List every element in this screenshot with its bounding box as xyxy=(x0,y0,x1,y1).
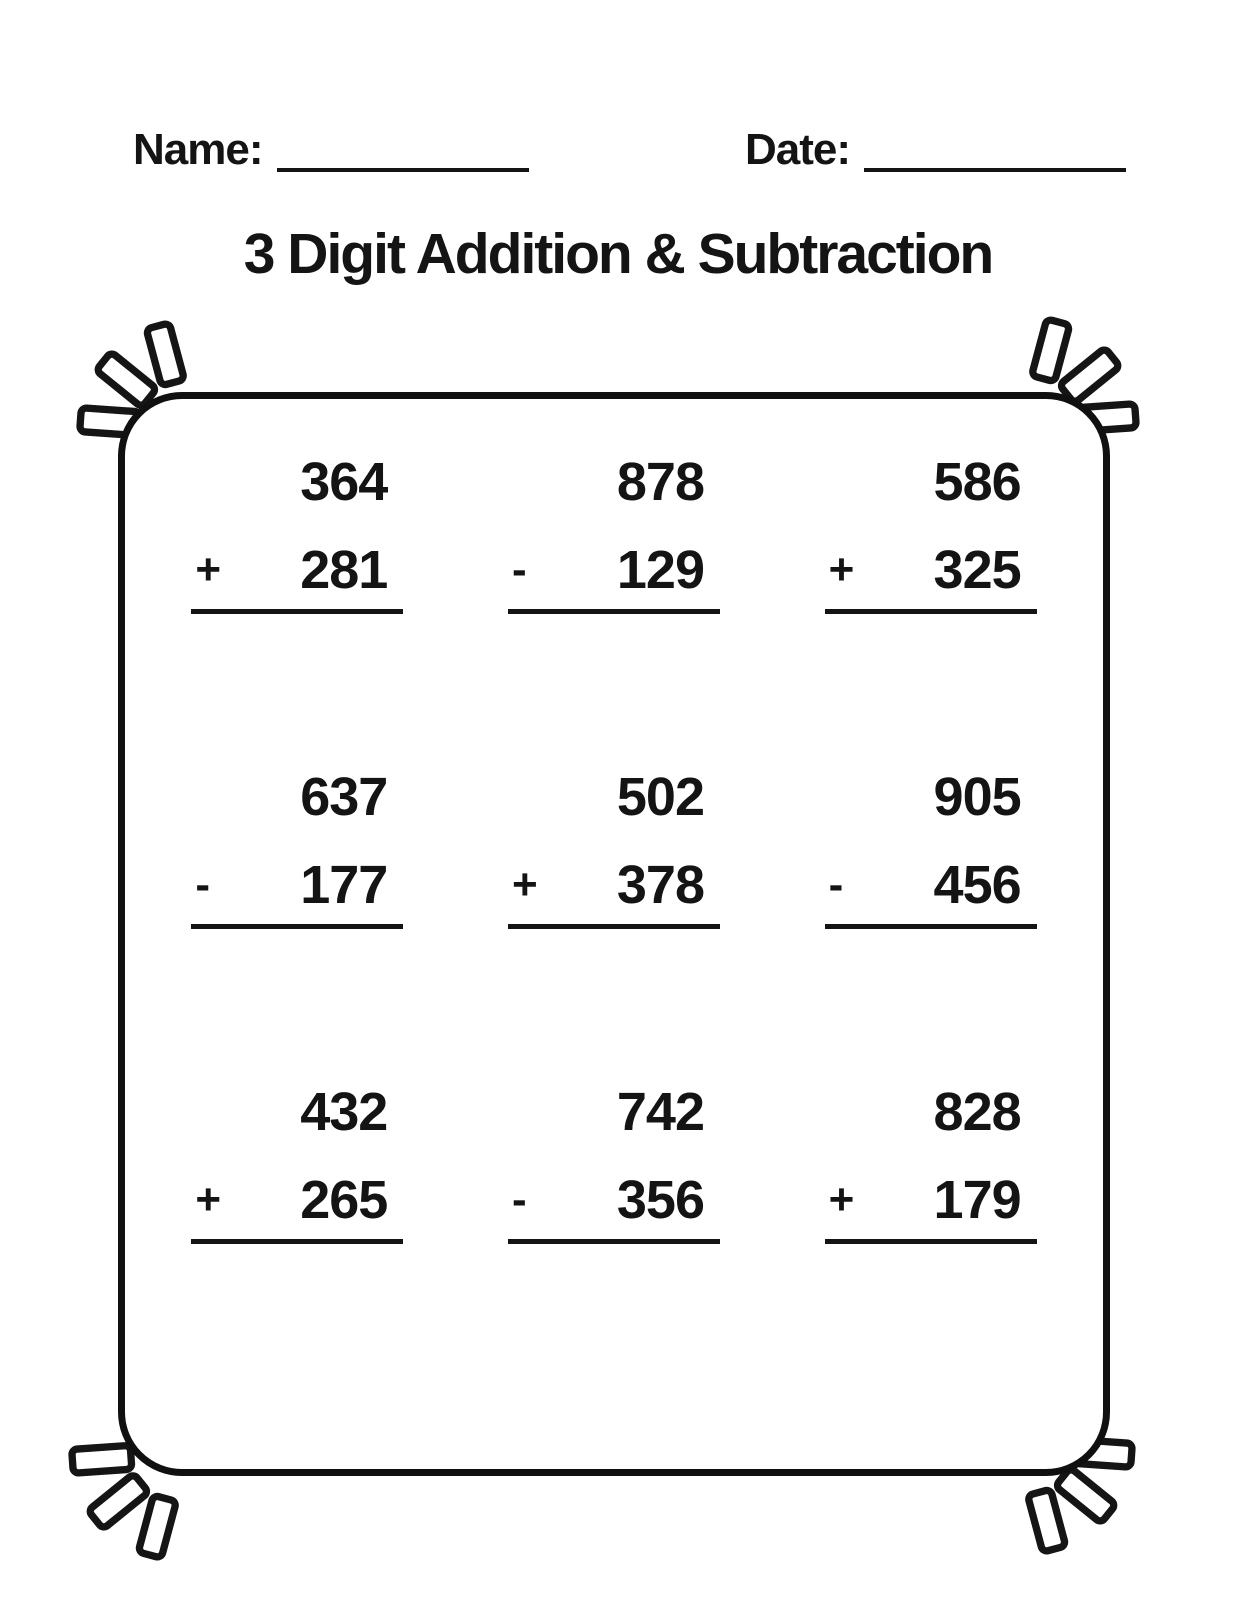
answer-area[interactable] xyxy=(508,1244,720,1336)
bottom-operand: 129 xyxy=(616,540,704,600)
problem-3 xyxy=(825,452,1037,614)
page-title: 3 Digit Addition & Subtraction xyxy=(243,222,993,286)
operator-sign: - xyxy=(828,860,844,909)
bottom-operand: 378 xyxy=(616,855,704,915)
name-field xyxy=(133,125,529,174)
operator-sign: + xyxy=(195,1175,222,1224)
top-operand: 742 xyxy=(616,1082,704,1142)
problem-5 xyxy=(508,767,720,929)
worksheet-box xyxy=(118,392,1110,1476)
top-operand: 502 xyxy=(616,767,704,827)
problem-9 xyxy=(825,1082,1037,1244)
operation-row xyxy=(191,855,403,929)
operation-row xyxy=(508,540,720,614)
operator-sign: + xyxy=(511,860,538,909)
operation-row xyxy=(825,540,1037,614)
answer-area[interactable] xyxy=(508,614,720,706)
operator-sign: - xyxy=(511,1175,527,1224)
operator-sign: + xyxy=(195,545,222,594)
answer-area[interactable] xyxy=(191,614,403,706)
name-label: Name: xyxy=(133,125,263,174)
operator-sign: - xyxy=(511,545,527,594)
answer-area[interactable] xyxy=(191,1244,403,1336)
operator-sign: - xyxy=(195,860,210,909)
operator-sign: + xyxy=(828,545,855,594)
top-operand: 586 xyxy=(933,452,1021,512)
top-operand: 905 xyxy=(933,767,1021,827)
bottom-operand: 456 xyxy=(933,855,1021,915)
operation-row xyxy=(191,1170,403,1244)
bottom-operand: 356 xyxy=(616,1170,704,1230)
operation-row xyxy=(825,855,1037,929)
operation-row xyxy=(191,540,403,614)
problems-grid xyxy=(125,399,1103,1469)
top-operand: 637 xyxy=(300,767,388,827)
answer-area[interactable] xyxy=(825,929,1037,1021)
bottom-operand: 281 xyxy=(300,540,388,600)
bottom-operand: 265 xyxy=(300,1170,388,1230)
operation-row xyxy=(508,1170,720,1244)
answer-area[interactable] xyxy=(825,614,1037,706)
problem-8 xyxy=(508,1082,720,1244)
answer-area[interactable] xyxy=(191,929,403,1021)
answer-area[interactable] xyxy=(508,929,720,1021)
problem-4 xyxy=(191,767,403,929)
problem-2 xyxy=(508,452,720,614)
top-operand: 878 xyxy=(616,452,704,512)
answer-area[interactable] xyxy=(825,1244,1037,1336)
operation-row xyxy=(508,855,720,929)
date-label: Date: xyxy=(745,125,851,174)
problem-6 xyxy=(825,767,1037,929)
bottom-operand: 325 xyxy=(933,540,1021,600)
bottom-operand: 177 xyxy=(300,855,388,915)
date-field xyxy=(745,125,1126,174)
top-operand: 828 xyxy=(933,1082,1021,1142)
top-operand: 432 xyxy=(300,1082,388,1142)
bottom-operand: 179 xyxy=(933,1170,1021,1230)
date-input-line[interactable] xyxy=(864,128,1126,172)
problem-1 xyxy=(191,452,403,614)
name-input-line[interactable] xyxy=(277,128,529,172)
problem-7 xyxy=(191,1082,403,1244)
operator-sign: + xyxy=(828,1175,855,1224)
operation-row xyxy=(825,1170,1037,1244)
top-operand: 364 xyxy=(300,452,388,512)
